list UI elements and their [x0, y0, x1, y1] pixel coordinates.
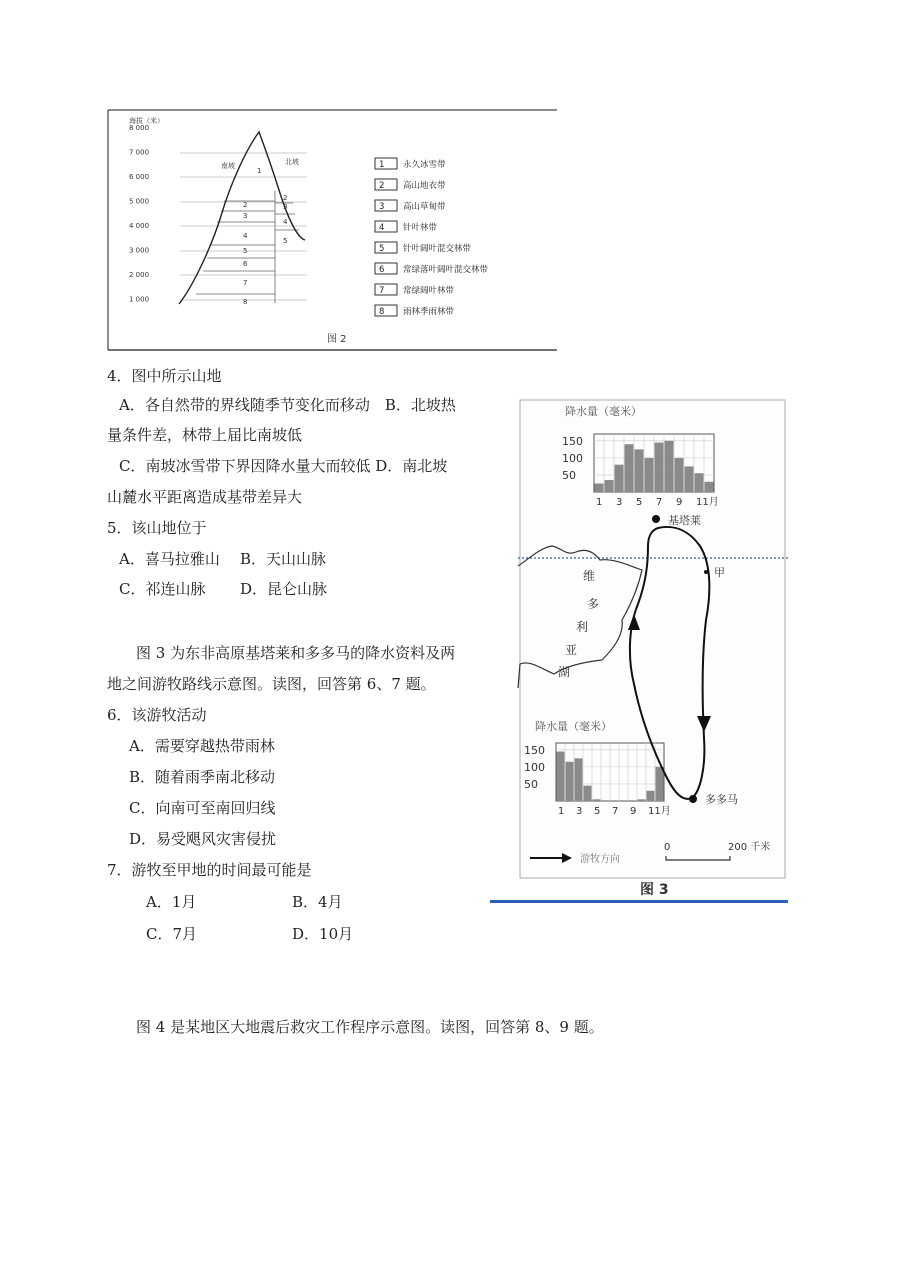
- q7-option-d: D．10月: [292, 925, 354, 943]
- dodoma-chart-bar: [638, 799, 646, 801]
- kitale-chart-bar: [655, 443, 664, 492]
- q7-option-c: C．7月: [146, 925, 198, 943]
- dodoma-chart-bar: [557, 752, 565, 801]
- fig2-legend-label: 针叶林带: [403, 223, 438, 233]
- fig2-legend-label: 雨林季雨林带: [403, 307, 455, 317]
- lake-label-char: 维: [583, 569, 596, 583]
- dodoma-chart-ytick: 50: [524, 777, 538, 791]
- fig2-legend-num: 7: [379, 286, 385, 296]
- intro3-line1: 图 3 为东非高原基塔莱和多多马的降水资料及两: [136, 644, 456, 662]
- q7-stem: 7．游牧至甲地的时间最可能是: [107, 861, 312, 879]
- dodoma-chart-xtick: 11月: [648, 806, 671, 817]
- dodoma-chart-ytick: 150: [524, 743, 545, 757]
- q6-option-d: D．易受飓风灾害侵扰: [129, 830, 277, 848]
- dodoma-chart-bar: [584, 786, 592, 801]
- kitale-chart-bar: [695, 473, 704, 492]
- fig2-legend-label: 针叶阔叶混交林带: [403, 244, 472, 254]
- q6-option-a: A．需要穿越热带雨林: [129, 737, 275, 755]
- fig2-yaxis-label: 海拔（米）: [129, 117, 164, 125]
- dodoma-chart-bar: [575, 758, 583, 801]
- intro4: 图 4 是某地区大地震后救灾工作程序示意图。读图，回答第 8、9 题。: [136, 1018, 604, 1036]
- dodoma-chart-xtick: 3: [576, 806, 583, 817]
- kitale-chart-ytick: 150: [562, 434, 583, 448]
- dodoma-chart-bar: [593, 799, 601, 801]
- q4-stem: 4．图中所示山地: [107, 367, 222, 385]
- fig2-legend-label: 常绿落叶阔叶混交林带: [403, 265, 489, 275]
- city-kitale-label: 基塔莱: [668, 514, 701, 527]
- q5-option-c: C．祁连山脉: [119, 580, 206, 598]
- q7-option-a: A．1月: [146, 893, 197, 911]
- kitale-chart-xtick: 5: [636, 497, 643, 508]
- fig2-ytick: 8 000: [129, 124, 150, 132]
- dodoma-chart-bar: [647, 791, 655, 801]
- fig2-legend-label: 常绿阔叶林带: [403, 286, 455, 296]
- fig2-ytick: 2 000: [129, 271, 150, 279]
- point-jia-label: 甲: [714, 566, 725, 579]
- city-dodoma-label: 多多马: [705, 793, 738, 806]
- fig2-legend-label: 高山草甸带: [403, 202, 446, 212]
- q4-option-c-line1: C．南坡冰雪带下界因降水量大而较低 D．南北坡: [119, 457, 448, 475]
- city-dodoma-dot: [689, 795, 697, 803]
- fig2-north-label: 北坡: [285, 158, 299, 166]
- q6-option-c: C．向南可至南回归线: [129, 799, 276, 817]
- fig2-zone-south-8: 8: [243, 298, 248, 306]
- fig2-legend-num: 3: [379, 202, 385, 212]
- dodoma-chart-xtick: 9: [630, 806, 637, 817]
- q5-option-d: D．昆仑山脉: [240, 580, 328, 598]
- q4-option-a-line2: 量条件差，林带上届比南坡低: [107, 426, 303, 444]
- fig3-precip-label-north: 降水量（毫米）: [565, 405, 642, 418]
- scale-zero: 0: [664, 842, 671, 853]
- kitale-chart-bar: [645, 458, 654, 492]
- fig2-legend-num: 8: [379, 307, 385, 317]
- fig2-zone-south-7: 7: [243, 279, 248, 287]
- kitale-chart-xtick: 1: [596, 497, 603, 508]
- fig2-legend-num: 6: [379, 265, 385, 275]
- fig2-legend-num: 2: [379, 181, 385, 191]
- kitale-chart-bar: [665, 441, 674, 492]
- fig2-ytick: 5 000: [129, 197, 150, 206]
- q5-option-a: A．喜马拉雅山: [119, 550, 220, 568]
- kitale-chart-bar: [605, 480, 614, 492]
- q6-stem: 6．该游牧活动: [107, 706, 207, 724]
- intro3-line2: 地之间游牧路线示意图。读图，回答第 6、7 题。: [107, 675, 436, 693]
- kitale-chart-bar: [635, 449, 644, 492]
- kitale-chart-ytick: 100: [562, 451, 583, 465]
- q5-stem: 5．该山地位于: [107, 519, 207, 537]
- figure-3-svg: [490, 398, 790, 906]
- q4-option-c-line2: 山麓水平距离造成基带差异大: [107, 488, 303, 506]
- kitale-chart-bar: [705, 482, 714, 492]
- fig2-ytick: 7 000: [129, 148, 150, 157]
- fig2-zone-north-4: 4: [283, 218, 288, 226]
- fig2-zone-south-1: 1: [257, 167, 262, 175]
- fig2-zone-south-4: 4: [243, 232, 248, 240]
- dodoma-chart-ytick: 100: [524, 760, 545, 774]
- fig2-legend-num: 4: [379, 223, 385, 233]
- kitale-chart-xtick: 3: [616, 497, 623, 508]
- kitale-chart-xtick: 9: [676, 497, 683, 508]
- dodoma-chart-bar: [656, 767, 664, 801]
- fig3-bottom-rule: [490, 900, 788, 903]
- figure-2-svg: [107, 108, 557, 352]
- lake-label-char: 湖: [558, 665, 571, 679]
- lake-label-char: 亚: [565, 643, 578, 657]
- figure-3: [490, 398, 790, 906]
- q5-option-b: B．天山山脉: [240, 550, 327, 568]
- kitale-chart-bar: [615, 465, 624, 492]
- dodoma-chart-xtick: 1: [558, 806, 565, 817]
- scale-end: 200 千米: [728, 842, 771, 853]
- fig2-zone-north-3: 3: [283, 203, 288, 211]
- q6-option-b: B．随着雨季南北移动: [129, 768, 276, 786]
- fig2-legend-label: 永久冰雪带: [403, 160, 446, 170]
- kitale-chart-bar: [625, 444, 634, 492]
- lake-label-char: 多: [587, 597, 600, 611]
- fig2-south-label: 南坡: [221, 162, 235, 170]
- fig2-zone-south-6: 6: [243, 260, 248, 268]
- city-kitale-dot: [652, 515, 660, 523]
- q4-option-a-line1: A．各自然带的界线随季节变化而移动 B．北坡热: [119, 396, 456, 414]
- fig2-legend-num: 1: [379, 160, 385, 170]
- fig2-zone-north-2: 2: [283, 194, 288, 202]
- point-jia-dot: [704, 570, 708, 574]
- fig2-ytick: 6 000: [129, 173, 150, 181]
- fig2-zone-south-5: 5: [243, 247, 248, 255]
- kitale-chart-ytick: 50: [562, 468, 576, 482]
- fig2-zone-south-2: 2: [243, 201, 248, 209]
- fig2-ytick: 4 000: [129, 222, 150, 230]
- kitale-chart-bar: [685, 466, 694, 492]
- fig2-legend-label: 高山地衣带: [403, 181, 446, 191]
- figure-2: [107, 108, 557, 352]
- kitale-chart-bar: [675, 458, 684, 492]
- fig3-caption: 图 3: [640, 882, 669, 898]
- fig2-caption: 图 2: [327, 334, 347, 345]
- kitale-chart-xtick: 7: [656, 497, 663, 508]
- fig3-precip-label-south: 降水量（毫米）: [535, 720, 612, 733]
- dodoma-chart-xtick: 7: [612, 806, 619, 817]
- legend-direction-label: 游牧方向: [580, 854, 620, 865]
- lake-label-char: 利: [576, 620, 589, 634]
- q7-option-b: B．4月: [292, 893, 343, 911]
- fig2-zone-north-5: 5: [283, 237, 288, 245]
- dodoma-chart-xtick: 5: [594, 806, 601, 817]
- dodoma-chart-bar: [566, 762, 574, 801]
- fig2-ytick: 1 000: [129, 295, 150, 304]
- fig2-legend-num: 5: [379, 244, 385, 254]
- kitale-chart-bar: [595, 483, 604, 492]
- fig2-ytick: 3 000: [129, 246, 150, 255]
- fig2-zone-south-3: 3: [243, 212, 248, 220]
- kitale-chart-xtick: 11月: [696, 497, 719, 508]
